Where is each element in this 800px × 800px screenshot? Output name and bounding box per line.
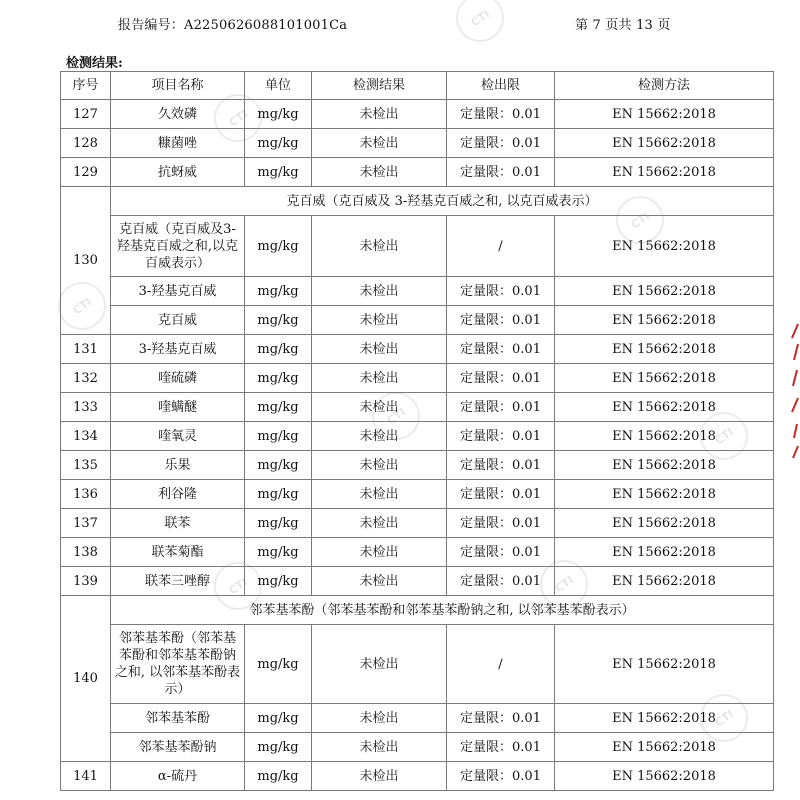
report-number: 报告编号：A2250626088101001Ca [118,18,348,33]
watermark-stamp: CTI [607,187,674,254]
cell-result: 未检出 [312,216,447,277]
cell-name: 克百威（克百威及3-羟基克百威之和,以克百威表示） [111,216,245,277]
table-row [61,364,774,393]
cell-name: 利谷隆 [111,480,245,509]
cell-limit: / [447,216,555,277]
cell-result: 未检出 [312,129,447,158]
cell-name: 喹硫磷 [111,364,245,393]
column-header: 序号 [61,72,111,100]
cell-no: 135 [61,451,111,480]
cell-unit: mg/kg [245,306,312,335]
cell-name: 克百威 [111,306,245,335]
cell-name: 乐果 [111,451,245,480]
cell-no: 128 [61,129,111,158]
cell-result: 未检出 [312,422,447,451]
cell-method: EN 15662:2018 [555,100,774,129]
table-row [61,100,774,129]
cell-limit: 定量限：0.01 [447,509,555,538]
cell-unit: mg/kg [245,509,312,538]
cell-result: 未检出 [312,625,447,704]
cell-limit: 定量限：0.01 [447,277,555,306]
cell-no: 137 [61,509,111,538]
watermark-stamp: CTI [531,551,598,618]
cell-unit: mg/kg [245,451,312,480]
cell-name: 3-羟基克百威 [111,277,245,306]
cell-unit: mg/kg [245,100,312,129]
cell-unit: mg/kg [245,762,312,791]
cell-result: 未检出 [312,733,447,762]
cell-unit: mg/kg [245,625,312,704]
watermark-stamp: CTI [691,685,758,752]
cell-name: 联苯菊酯 [111,538,245,567]
cell-limit: 定量限：0.01 [447,538,555,567]
cell-limit: 定量限：0.01 [447,306,555,335]
cell-name: 联苯三唑醇 [111,567,245,596]
cell-result: 未检出 [312,100,447,129]
cell-limit: 定量限：0.01 [447,567,555,596]
cell-limit: 定量限：0.01 [447,364,555,393]
table-row [61,277,774,306]
table-row [61,762,774,791]
watermark-stamp: CTI [363,383,430,450]
cell-unit: mg/kg [245,567,312,596]
column-header: 检测方法 [555,72,774,100]
cell-method: EN 15662:2018 [555,480,774,509]
table-group-title-row [61,596,774,625]
cell-no: 127 [61,100,111,129]
cell-method: EN 15662:2018 [555,733,774,762]
cell-unit: mg/kg [245,216,312,277]
cell-method: EN 15662:2018 [555,335,774,364]
cell-unit: mg/kg [245,158,312,187]
table-header-row [61,72,774,100]
cell-result: 未检出 [312,393,447,422]
table-row [61,335,774,364]
cell-unit: mg/kg [245,393,312,422]
section-title: 检测结果: [66,56,123,71]
table-row [61,538,774,567]
cell-unit: mg/kg [245,129,312,158]
cell-method: EN 15662:2018 [555,364,774,393]
cell-result: 未检出 [312,335,447,364]
cell-unit: mg/kg [245,480,312,509]
table-row [61,216,774,277]
cell-limit: 定量限：0.01 [447,129,555,158]
watermark-stamp: CTI [205,553,272,620]
cell-method: EN 15662:2018 [555,393,774,422]
cell-name: 3-羟基克百威 [111,335,245,364]
table-row [61,733,774,762]
cell-name: 久效磷 [111,100,245,129]
cell-limit: / [447,625,555,704]
table-row [61,567,774,596]
cell-no: 132 [61,364,111,393]
cell-name: 抗蚜威 [111,158,245,187]
cell-name: 邻苯基苯酚钠 [111,733,245,762]
column-header: 项目名称 [111,72,245,100]
cell-result: 未检出 [312,762,447,791]
cell-result: 未检出 [312,480,447,509]
cell-method: EN 15662:2018 [555,762,774,791]
cell-result: 未检出 [312,704,447,733]
cell-no: 140 [61,596,111,762]
cell-unit: mg/kg [245,704,312,733]
watermark-stamp: CTI [447,0,514,51]
cell-method: EN 15662:2018 [555,451,774,480]
column-header: 检出限 [447,72,555,100]
table-group-title-row [61,187,774,216]
table-row [61,158,774,187]
watermark-stamp: CTI [691,403,758,470]
cell-result: 未检出 [312,451,447,480]
cell-method: EN 15662:2018 [555,625,774,704]
table-row [61,625,774,704]
cell-unit: mg/kg [245,335,312,364]
table-row [61,509,774,538]
table-row [61,480,774,509]
cell-limit: 定量限：0.01 [447,480,555,509]
cell-name: 联苯 [111,509,245,538]
group-title: 克百威（克百威及 3-羟基克百威之和, 以克百威表示） [111,187,774,216]
cell-no: 141 [61,762,111,791]
cell-no: 138 [61,538,111,567]
group-title: 邻苯基苯酚（邻苯基苯酚和邻苯基苯酚钠之和, 以邻苯基苯酚表示） [111,596,774,625]
cell-method: EN 15662:2018 [555,704,774,733]
cell-result: 未检出 [312,538,447,567]
seal-stamp-fragment [788,320,800,460]
cell-no: 129 [61,158,111,187]
watermark-stamp: CTI [49,273,116,340]
cell-result: 未检出 [312,306,447,335]
table-row [61,451,774,480]
watermark-stamp: CTI [205,85,272,152]
cell-unit: mg/kg [245,422,312,451]
cell-method: EN 15662:2018 [555,277,774,306]
cell-name: 邻苯基苯酚 [111,704,245,733]
cell-method: EN 15662:2018 [555,538,774,567]
cell-limit: 定量限：0.01 [447,393,555,422]
table-row [61,393,774,422]
cell-name: 邻苯基苯酚（邻苯基苯酚和邻苯基苯酚钠之和, 以邻苯基苯酚表示） [111,625,245,704]
cell-method: EN 15662:2018 [555,306,774,335]
cell-method: EN 15662:2018 [555,509,774,538]
cell-limit: 定量限：0.01 [447,422,555,451]
table-row [61,306,774,335]
table-row [61,129,774,158]
cell-unit: mg/kg [245,277,312,306]
column-header: 单位 [245,72,312,100]
cell-unit: mg/kg [245,538,312,567]
cell-limit: 定量限：0.01 [447,100,555,129]
cell-name: α-硫丹 [111,762,245,791]
cell-method: EN 15662:2018 [555,567,774,596]
table-row [61,422,774,451]
cell-result: 未检出 [312,567,447,596]
cell-no: 134 [61,422,111,451]
cell-method: EN 15662:2018 [555,216,774,277]
table-row [61,704,774,733]
cell-name: 糠菌唑 [111,129,245,158]
cell-method: EN 15662:2018 [555,129,774,158]
cell-result: 未检出 [312,364,447,393]
page-indicator: 第 7 页共 13 页 [575,18,671,33]
cell-no: 139 [61,567,111,596]
cell-unit: mg/kg [245,364,312,393]
cell-method: EN 15662:2018 [555,158,774,187]
cell-limit: 定量限：0.01 [447,704,555,733]
cell-name: 喹氧灵 [111,422,245,451]
cell-limit: 定量限：0.01 [447,335,555,364]
results-table [60,71,774,791]
cell-no: 130 [61,187,111,335]
cell-name: 喹螨醚 [111,393,245,422]
cell-result: 未检出 [312,277,447,306]
cell-limit: 定量限：0.01 [447,451,555,480]
cell-result: 未检出 [312,509,447,538]
cell-no: 131 [61,335,111,364]
cell-limit: 定量限：0.01 [447,158,555,187]
cell-limit: 定量限：0.01 [447,733,555,762]
cell-method: EN 15662:2018 [555,422,774,451]
cell-no: 133 [61,393,111,422]
column-header: 检测结果 [312,72,447,100]
cell-unit: mg/kg [245,733,312,762]
cell-result: 未检出 [312,158,447,187]
cell-limit: 定量限：0.01 [447,762,555,791]
cell-no: 136 [61,480,111,509]
